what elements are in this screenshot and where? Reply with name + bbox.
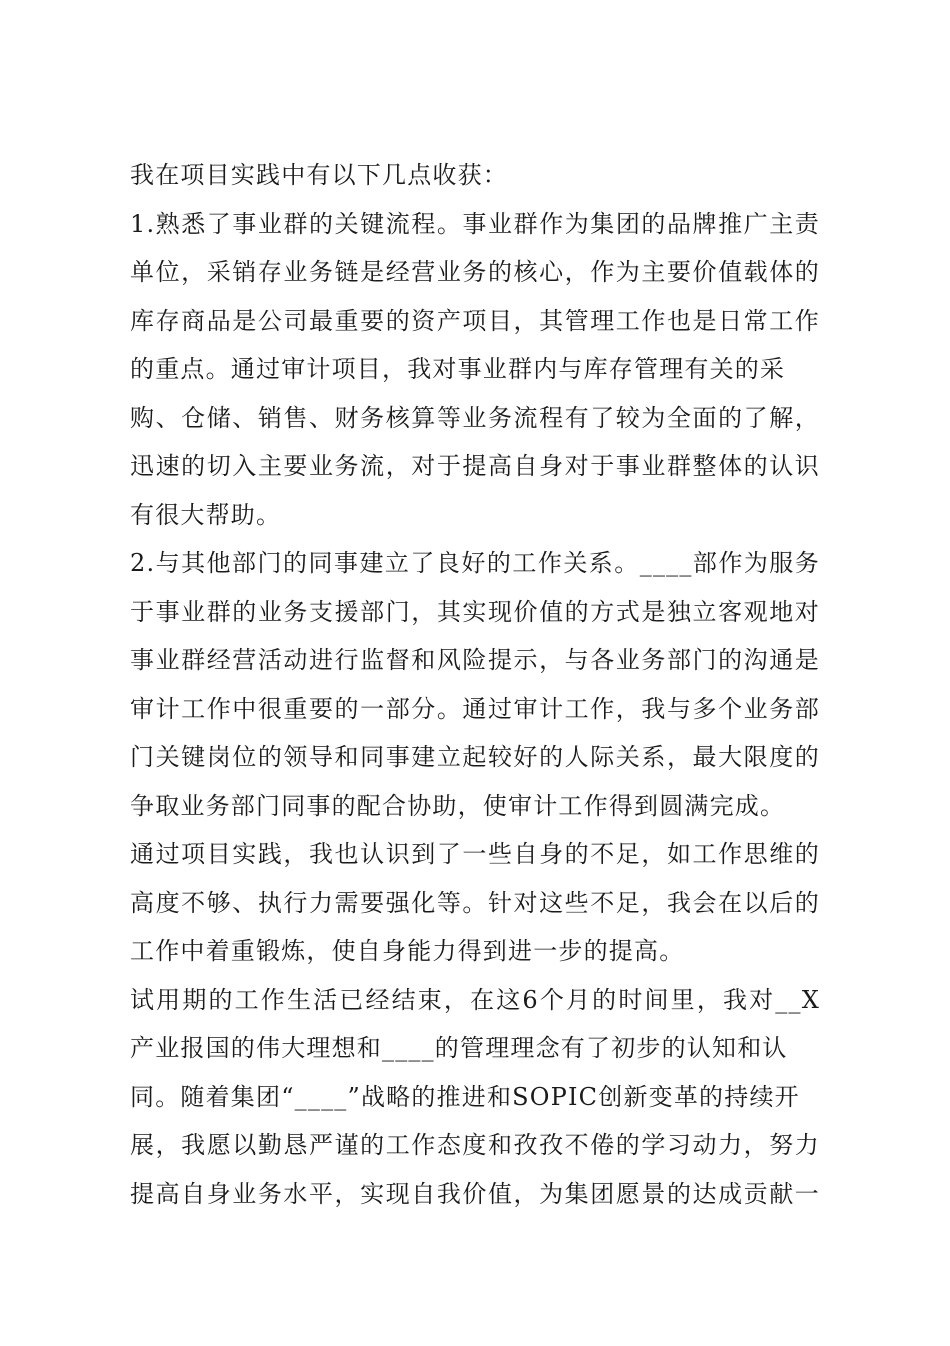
text-line: 有很大帮助。 — [130, 500, 282, 529]
text-line: 高度不够、执行力需要强化等。针对这些不足，我会在以后的 — [130, 888, 820, 917]
text-line: 审计工作中很重要的一部分。通过审计工作，我与多个业务部 — [130, 694, 820, 723]
text-line: 同。随着集团“____”战略的推进和SOPIC创新变革的持续开 — [130, 1082, 800, 1111]
text-line: 我在项目实践中有以下几点收获： — [130, 161, 508, 189]
text-line: 于事业群的业务支援部门，其实现价值的方式是独立客观地对 — [130, 597, 820, 626]
text-line: 的重点。通过审计项目，我对事业群内与库存管理有关的采 — [130, 355, 786, 383]
text-line: 工作中着重锻炼，使自身能力得到进一步的提高。 — [130, 937, 685, 965]
text-line: 门关键岗位的领导和同事建立起较好的人际关系，最大限度的 — [130, 743, 820, 771]
document-body — [130, 151, 820, 1218]
text-line: 展，我愿以勤恳严谨的工作态度和孜孜不倦的学习动力，努力 — [130, 1131, 820, 1159]
text-line: 单位，采销存业务链是经营业务的核心，作为主要价值载体的 — [130, 258, 820, 286]
text-line: 事业群经营活动进行监督和风险提示，与各业务部门的沟通是 — [130, 646, 820, 674]
text-line: 争取业务部门同事的配合协助，使审计工作得到圆满完成。 — [130, 791, 786, 820]
text-line: 1.熟悉了事业群的关键流程。事业群作为集团的品牌推广主责 — [130, 209, 820, 238]
text-line: 2.与其他部门的同事建立了良好的工作关系。____部作为服务 — [130, 549, 820, 577]
text-line: 产业报国的伟大理想和____的管理理念有了初步的认知和认 — [130, 1034, 788, 1062]
text-line: 购、仓储、销售、财务核算等业务流程有了较为全面的了解， — [130, 403, 820, 432]
text-line: 通过项目实践，我也认识到了一些自身的不足，如工作思维的 — [130, 840, 820, 868]
text-line: 试用期的工作生活已经结束，在这6个月的时间里，我对__X — [130, 985, 820, 1014]
text-line: 库存商品是公司最重要的资产项目，其管理工作也是日常工作 — [130, 306, 820, 335]
text-line: 提高自身业务水平，实现自我价值，为集团愿景的达成贡献一 — [130, 1179, 820, 1208]
text-line: 迅速的切入主要业务流，对于提高自身对于事业群整体的认识 — [130, 452, 820, 480]
